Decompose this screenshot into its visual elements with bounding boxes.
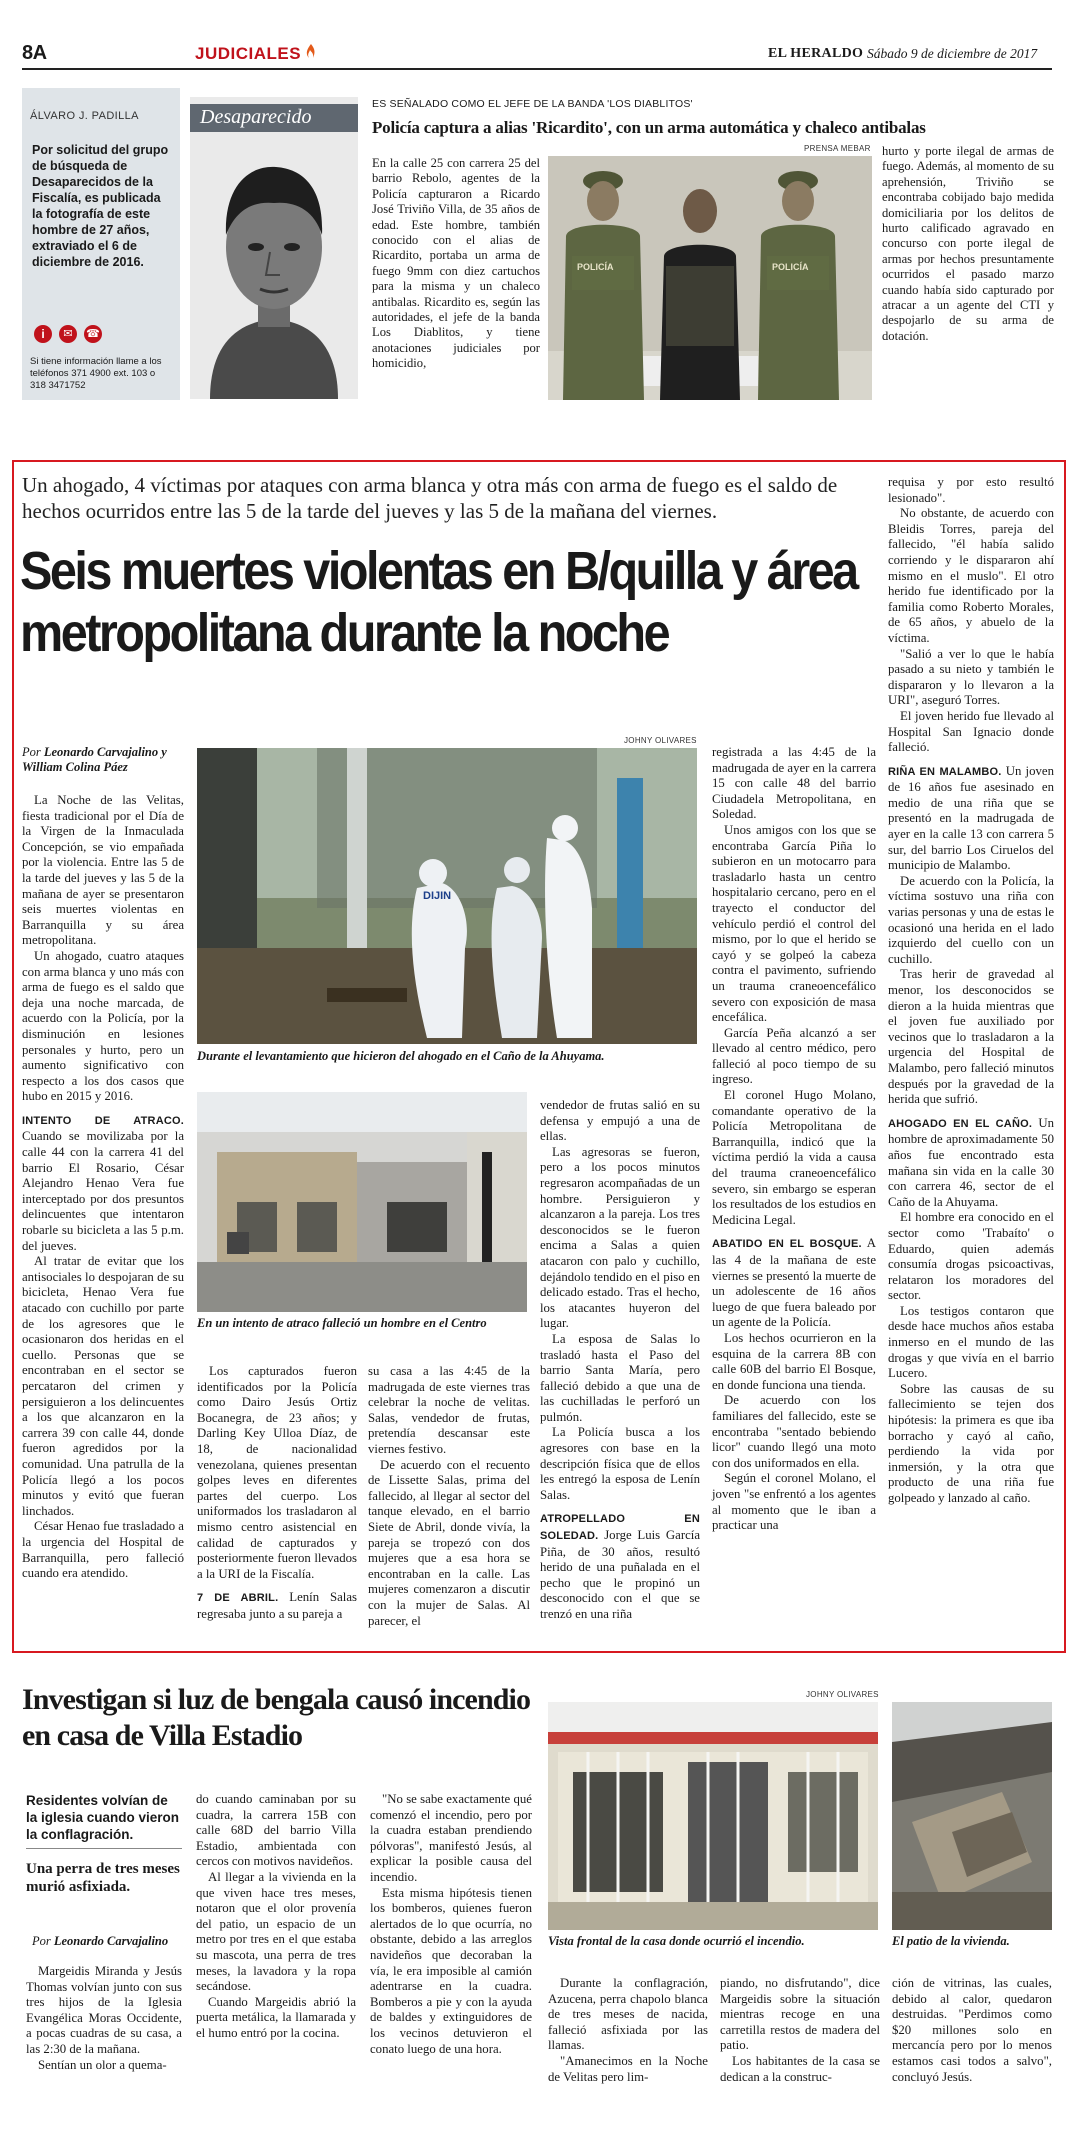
capture-photo-credit: PRENSA MEBAR — [804, 144, 871, 153]
fire-caption-2: El patio de la vivienda. — [892, 1934, 1010, 1948]
lead-atropellado-soledad: ATROPELLADO EN SOLEDAD. — [540, 1513, 700, 1543]
robbery-scene-photo — [197, 1092, 527, 1312]
house-front-photo — [548, 1702, 878, 1930]
byline-authors: Leonardo Carvajalino y William Colina Páez — [22, 745, 167, 774]
fire-byline-author: Leonardo Carvajalino — [53, 1934, 169, 1948]
missing-person-photo — [190, 97, 358, 399]
main-byline — [22, 745, 192, 775]
photo2-caption: En un intento de atraco falleció un hombre en el Centro — [197, 1316, 487, 1330]
fire-byline-prefix: Por — [32, 1934, 51, 1948]
vest-label-left: POLICÍA — [577, 262, 614, 272]
vest-label-right: POLICÍA — [772, 262, 809, 272]
phone-icon: ☎ — [84, 325, 102, 343]
main-col-5: registrada a las 4:45 de la madrugada de ayer en la carrera 15 con calle 48 del barrio Ciudadela Metropolitana, en Soledad. Unos amigos con los que se encontraba García Piña lo subieron en un motocarro para trasladarlo hasta un centro hospitalario cercano, pero en el trayecto el conductor del vehículo perdió el control del mismo, por lo que el herido se cayó y se golpeó la cabeza contra el pavimento, sufriendo un trauma craneoencefálico severo con exposición de masa encefálica. García Peña alcanzó a ser llevado al centro médico, pero falleció al poco tiempo de su ingreso. El coronel Hugo Molano, comandante operativo de la Policía Metropolitana de Barranquilla, indicó que la víctima perdió la vida a causa del trauma craneoencefálico severo, sin embargo se esperan los resultados de los estudios en Medicina Legal. ABATIDO EN EL BOSQUE. A las 4 de la mañana de este viernes se presentó la muerte de un adolescente de 16 años luego de que fuera baleado por un agente de la Policía. Los hechos ocurrieron en la esquina de la carrera 8B con calle 60B del barrio El Bosque, en donde funciona una tienda. De acuerdo con los familiares del fallecido, este se encontraba "sentado bebiendo licor" cuando llegó una moto con dos uniformados en ella. Según el coronel Molano, el joven "se enfrentó a los agentes al momento que le iban a practicar una — [712, 745, 877, 1533]
main-headline: Seis muertes violentas en B/quilla y área metropolitana durante la noche — [20, 541, 857, 663]
photo1-caption: Durante el levantamiento que hicieron del ahogado en el Caño de la Ahuyama. — [197, 1049, 605, 1063]
main-col-1: La Noche de las Velitas, fiesta tradicional por el Día de la Virgen de la Inmaculada Concepción, se vio empañada por la violencia. Entre las 5 de la tarde del jueves y las 5 de la mañana de ayer se presentaron seis muertes violentas en Barranquilla y su área metropolitana. Un ahogado, cuatro ataques con arma blanca y uno más con arma de fuego es el saldo que deja una noche marcada, de acuerdo con la Policía, por la disminución en lesiones personales y hurto, pero un aumento significativo con respecto a los dos casos que hubo en 2015 y 2016. INTENTO DE ATRACO. Cuando se movilizaba por la calle 44 con la carrera 41 del barrio El Rosario, César Alejandro Henao Vera fue interceptado por dos presuntos delincuentes que intentaron robarle su bicicleta a las 5 p.m. del jueves. Al tratar de evitar que los antisociales lo despojaran de su bicicleta, Henao Vera fue atacado con cuchillo por parte de los agresores que le ocasionaron dos heridas en el cuello. Personas que se encontraban en el sector se percataron del crimen y persiguieron a los delincuentes a los que alcanzaron en la carrera 39 con calle 44, donde fueron agredidos por la comunidad. Una patrulla de la Policía llegó a los pocos minutos y evitó que fueran linchados. César Henao fue trasladado a la urgencia del Hospital de Barranquilla, pero falleció cuando era atendido. — [22, 793, 184, 1581]
capture-headline: Policía captura a alias 'Ricardito', con un arma automática y chaleco antibalas — [372, 118, 926, 137]
fire-col-5: piando, no disfrutando", dice Margeidis sobre la situación mientras recoge en una carretilla restos de madera del patio. Los habitantes de la casa se dedican a la construc- — [720, 1976, 880, 2084]
section-name: JUDICIALES — [195, 44, 302, 63]
fire-col-4: Durante la conflagración, Azucena, perra chapolo blanca de tres meses de nacida, falleció asfixiada por las llamas. "Amanecimos en la Noche de Velitas pero lim- — [548, 1976, 708, 2084]
capture-col-2: hurto y porte ilegal de armas de fuego. Además, al momento de su aprehensión, Triviño se encontraba cobijado bajo medida domiciliaria por los delitos de hurto calificado agravado en concurso con porte ilegal de armas por hechos presuntamente ocurridos el pasado marzo cuando había sido capturado por atracar a un agente del CTI y despojarlo de su arma de dotación. — [882, 144, 1054, 343]
main-col-2: Los capturados fueron identificados por la Policía como Dairo Jesús Ortiz Bocanegra, de 23 años; y Darling Key Ulloa Díaz, de 18, de nacionalidad venezolana, quienes presentan golpes leves en diferentes partes del cuerpo. Los uniformados los trasladaron al mismo centro asistencial en calidad de capturados y posteriormente fueron llevados a la URI de la Fiscalía. 7 DE ABRIL. Lenín Salas regresaba junto a su pareja a — [197, 1364, 358, 1621]
section-flame-icon — [306, 44, 316, 58]
missing-contact: Si tiene información llame a los teléfonos 371 4900 ext. 103 o 318 3471752 — [30, 356, 162, 391]
lead-intento-atraco: INTENTO DE ATRACO. — [22, 1114, 184, 1127]
lead-ahogado-cano: AHOGADO EN EL CAÑO. — [888, 1117, 1033, 1130]
lead-7-de-abril: 7 DE ABRIL. — [197, 1592, 279, 1605]
missing-banner-label: Desaparecido — [200, 106, 312, 128]
fire-byline — [32, 1934, 168, 1949]
info-icon: i — [34, 325, 52, 343]
fire-photo-credit: JOHNY OLIVARES — [806, 1690, 879, 1699]
missing-text: Por solicitud del grupo de búsqueda de Desaparecidos de la Fiscalía, es publicada la fotografía de este hombre de 27 años, extraviado el 6 de diciembre de 2016. — [32, 143, 169, 269]
contact-icons — [34, 325, 114, 347]
fire-col-6: ción de vitrinas, las cuales, debido al calor, quedaron destruidas. "Perdimos como $20 millones solo en mercancía pero por lo menos estamos casi todos a salvo", concluyó Jesús. — [892, 1976, 1052, 2084]
photo1-credit: JOHNY OLIVARES — [624, 736, 697, 745]
main-col-3: su casa a las 4:45 de la madrugada de este viernes tras celebrar la noche de velitas. Salas, vendedor de frutas, pretendía descansar este viernes festivo. De acuerdo con el recuento de Lissette Salas, prima del fallecido, al llegar al sector del tanque elevado, en el barrio Siete de Abril, donde vivía, la pareja se tropezó con dos mujeres que a esa hora se encontraban en la calle. Las mujeres comenzaron a discutir con la mujer de Salas. Al parecer, el — [368, 1364, 530, 1628]
capture-photo — [548, 156, 872, 400]
header-rule — [22, 68, 1052, 70]
email-icon: ✉ — [59, 325, 77, 343]
fire-caption-1: Vista frontal de la casa donde ocurrió el incendio. — [548, 1934, 805, 1948]
fire-subhead-2: Una perra de tres meses murió asfixiada. — [26, 1861, 180, 1895]
lead-abatido-bosque: ABATIDO EN EL BOSQUE. — [712, 1238, 862, 1251]
dijin-vest-label: DIJIN — [423, 890, 452, 902]
issue-date: Sábado 9 de diciembre de 2017 — [867, 46, 1038, 61]
fire-col-3: "No se sabe exactamente qué comenzó el incendio, pero por la cuadra estaban prendiendo pólvoras", manifestó Jesús, al explicar la posible causa del incendio. Esta misma hipótesis tienen los bomberos, quienes fueron alertados de lo que ocurría, no obstante, debido a las arreglos navideños que decoraban la vía, le era imposible al camión adentrarse en la cuadra. Bomberos a pie y con la ayuda de baldes y extinguidores de los vecinos detuvieron el conato luego de una hora. — [370, 1792, 532, 2056]
fire-subhead-1: Residentes volvían de la iglesia cuando vieron la conflagración. — [26, 1793, 180, 1842]
page-number: 8A — [22, 42, 47, 64]
missing-author: ÁLVARO J. PADILLA — [30, 110, 139, 122]
lead-rina-malambo: RIÑA EN MALAMBO. — [888, 765, 1002, 778]
main-col-4: vendedor de frutas salió en su defensa y empujó a una de ellas. Las agresoras se fueron, pero a los pocos minutos regresaron acompañadas de un hombre. Persiguieron y alcanzaron a la pareja. Los tres desconocidos se le fueron encima a Salas a quien atacaron con palo y cuchillo, dejándolo tendido en el piso en delicado estado. Tras el hecho, los atacantes huyeron del lugar. La esposa de Salas lo trasladó hasta el Paso del barrio Santa María, pero falleció debido a que una de las cuchilladas le perforó un pulmón. La Policía busca a los agresores con base en la descripción física que de ellos les entregó la esposa de Lenín Salas. ATROPELLADO EN SOLEDAD. Jorge Luis García Piña, de 30 años, resultó herido de una puñalada en el pecho que le propinó un desconocido con el que se trenzó en una riña — [540, 1098, 701, 1621]
fire-col-1: Margeidis Miranda y Jesús Thomas volvían junto con sus tres hijos de la Iglesia Evangélica Moras Occidente, a pocas cuadras de su casa, a las 2:30 de la mañana. Sentían un olor a quema- — [26, 1964, 182, 2072]
byline-prefix: Por — [22, 745, 41, 759]
main-col-6: requisa y por esto resultó lesionado". No obstante, de acuerdo con Bleidis Torres, pareja del fallecido, "él había salido corriendo y le dispararon ahí mismo en el muslo". El otro herido fue identificado por la familia como Roberto Morales, de 65 años, y abuelo de la víctima. "Salió a ver lo que le había pasado a su nieto y también le dispararon y lo llevaron a la URI", aseguró Torres. El joven herido fue llevado al Hospital San Ignacio donde falleció. RIÑA EN MALAMBO. Un joven de 16 años fue asesinado en medio de una riña que se presentó en la madrugada de ayer en la calle 13 con carrera 5 sur, del barrio Los Ciruelos del municipio de Malambo. De acuerdo con la Policía, la víctima sostuvo una riña con varias personas y una de estas le ocasionó una herida en el lado izquierdo del cuello con un cuchillo. Tras herir de gravedad al menor, los desconocidos se dieron a la huida mientras que el joven fue auxiliado por vecinos que lo trasladaron a la urgencia del Hospital de Malambo, pero falleció minutos después por la gravedad de la herida que sufrió. AHOGADO EN EL CAÑO. Un hombre de aproximadamente 50 años fue encontrado esta mañana sin vida en la calle 30 con carrera 46, sector de el Caño de la Ahuyama. El hombre era conocido en el sector como 'Trabaíto' o Eduardo, quien además consumía drogas psicoactivas, relataron los moradores del sector. Los testigos contaron que desde hace muchos años estaba inmerso en el mundo de las drogas y que vivía en el barrio Lucero. Sobre las causas de su fallecimiento se tejen dos hipótesis: la primera es que iba borracho y cayó al caño, perdiendo la vida por inmersión, y la otra que producto de una riña fue golpeado y lanzado al caño. — [888, 475, 1055, 1505]
patio-photo — [892, 1702, 1052, 1930]
subhead-divider — [26, 1848, 182, 1849]
capture-kicker: ES SEÑALADO COMO EL JEFE DE LA BANDA 'LOS DIABLITOS' — [372, 98, 693, 110]
newspaper-name: EL HERALDO — [768, 46, 864, 61]
fire-headline: Investigan si luz de bengala causó incendio en casa de Villa Estadio — [22, 1683, 531, 1752]
fire-col-2: do cuando caminaban por su cuadra, la carrera 15B con calle 68D del barrio Villa Estadio, ambientada con cercos con motivos navideños. Al llegar a la vivienda en la que viven hace tres meses, notaron que el olor provenía del patio, un espacio de un metro por tres en el que estaba su mascota, una perra de tres meses, la lavadora y la ropa secándose. Cuando Margeidis abrió la puerta metálica, la llamarada y el humo entró por la cocina. — [196, 1792, 356, 2040]
capture-col-1: En la calle 25 con carrera 25 del barrio Rebolo, agentes de la Policía capturaron a Ricardo José Triviño Villa, de 35 años de edad. Este hombre, también conocido con el alias de Ricardito, portaba un arma de fuego 9mm con diez cartuchos para la misma y un chaleco antibalas. Ricardito es, según las autoridades, el jefe de la banda Los Diablitos, y tiene anotaciones judiciales por homicidio, — [372, 156, 540, 371]
main-deck: Un ahogado, 4 víctimas por ataques con arma blanca y otra más con arma de fuego es el saldo de hechos ocurridos entre las 5 de la tarde del jueves y las 5 de la mañana del viernes. — [22, 473, 838, 523]
